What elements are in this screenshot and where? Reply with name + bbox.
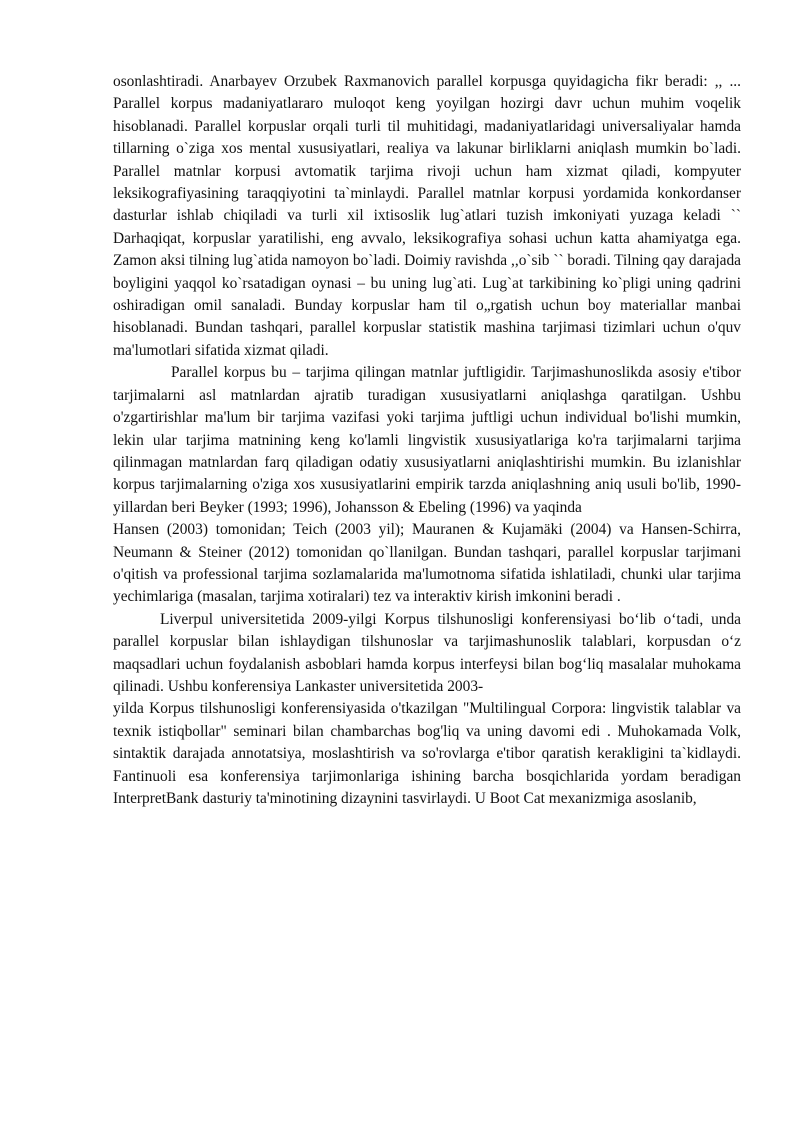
- document-page: [113, 71, 741, 810]
- paragraph-3: Liverpul universitetida 2009-yilgi Korpus tilshunosligi konferensiyasi bo‘lib o‘tadi, unda parallel korpuslar bilan ishlaydigan tilshunoslar va tarjimashunoslik talablari, korpusdan o‘z maqsadlari uchun foydalanish asboblari hamda korpus interfeysi bilan bog‘liq masalalar muhokama qilinadi. Ushbu konferensiya Lankaster universitetida 2003- yilda Korpus tilshunosligi konferensiyasida o'tkazilgan "Multilingual Corpora: lingvistik talablar va texnik istiqbollar" seminari bilan chambarchas bog'liq va uning davomi edi . Muhokamada Volk, sintaktik darajada annotatsiya, moslashtirish va so'rovlarga e'tibor qaratish kerakligini ta`kidlaydi. Fantinuoli esa konferensiya tarjimonlariga ishining barcha bosqichlarida yordam beradigan InterpretBank dasturiy ta'minotining dizaynini tasvirlaydi. U Boot Cat mexanizmiga asoslanib,: [113, 610, 741, 807]
- paragraph-1: osonlashtiradi. Anarbayev Orzubek Raxmanovich parallel korpusga quyidagicha fikr beradi: ,, ... Parallel korpus madaniyatlararo muloqot keng yoyilgan hozirgi davr uchun muhim voqelik hisoblanadi. Parallel korpuslar orqali turli til muhitidagi, madaniyatlaridagi universaliyalar hamda tillarning o`ziga xos mental xususiyatlari, realiya va lakunar birliklarni aniqlash mumkin bo`ladi. Parallel matnlar korpusi avtomatik tarjima rivoji uchun ham xizmat qiladi, kompyuter leksikografiyasining taraqqiyotini ta`minlaydi. Parallel matnlar korpusi yordamida konkordanser dasturlar ishlab chiqiladi va turli xil ixtisoslik lug`atlari tuzish imkoniyati yuzaga keladi `` Darhaqiqat, korpuslar yaratilishi, eng avvalo, leksikografiya sohasi uchun katta ahamiyatga ega. Zamon aksi tilning lug`atida namoyon bo`ladi. Doimiy ravishda ,,o`sib `` boradi. Tilning qay darajada boyligini yaqqol ko`rsatadigan oynasi – bu uning lug`ati. Lug`at tarkibining ko`pligi uning qadrini oshiradigan omil sanaladi. Bunday korpuslar ham til o„rgatish uchun boy materiallar manbai hisoblanadi. Bundan tashqari, parallel korpuslar statistik mashina tarjimasi tizimlari uchun o'quv ma'lumotlari sifatida xizmat qiladi.: [113, 73, 741, 359]
- paragraph-2: Parallel korpus bu – tarjima qilingan matnlar juftligidir. Tarjimashunoslikda asosiy e'tibor tarjimalarni asl matnlardan ajratib turadigan xususiyatlarni aniqlashga qaratilgan. Ushbu o'zgartirishlar ma'lum bir tarjima vazifasi yoki tarjima juftligi uchun individual bo'lishi mumkin, lekin ular tarjima matnining keng ko'lamli lingvistik xususiyatlariga ko'ra tarjimalarni tarjima qilinmagan matnlardan farq qiladigan odatiy xususiyatlarni aniqlashtirishi mumkin. Bu izlanishlar korpus tarjimalarning o'ziga xos xususiyatlarini empirik tarzda aniqlashning aniq usuli bo'lib, 1990-yillardan beri Beyker (1993; 1996), Johansson & Ebeling (1996) va yaqinda Hansen (2003) tomonidan; Teich (2003 yil); Mauranen & Kujamäki (2004) va Hansen-Schirra, Neumann & Steiner (2012) tomonidan qo`llanilgan. Bundan tashqari, parallel korpuslar tarjimani o'qitish va professional tarjima sozlamalarida ma'lumotnoma sifatida ishlatiladi, chunki ular tarjima yechimlariga (masalan, tarjima xotiralari) tez va interaktiv kirish imkonini beradi .: [113, 364, 741, 606]
